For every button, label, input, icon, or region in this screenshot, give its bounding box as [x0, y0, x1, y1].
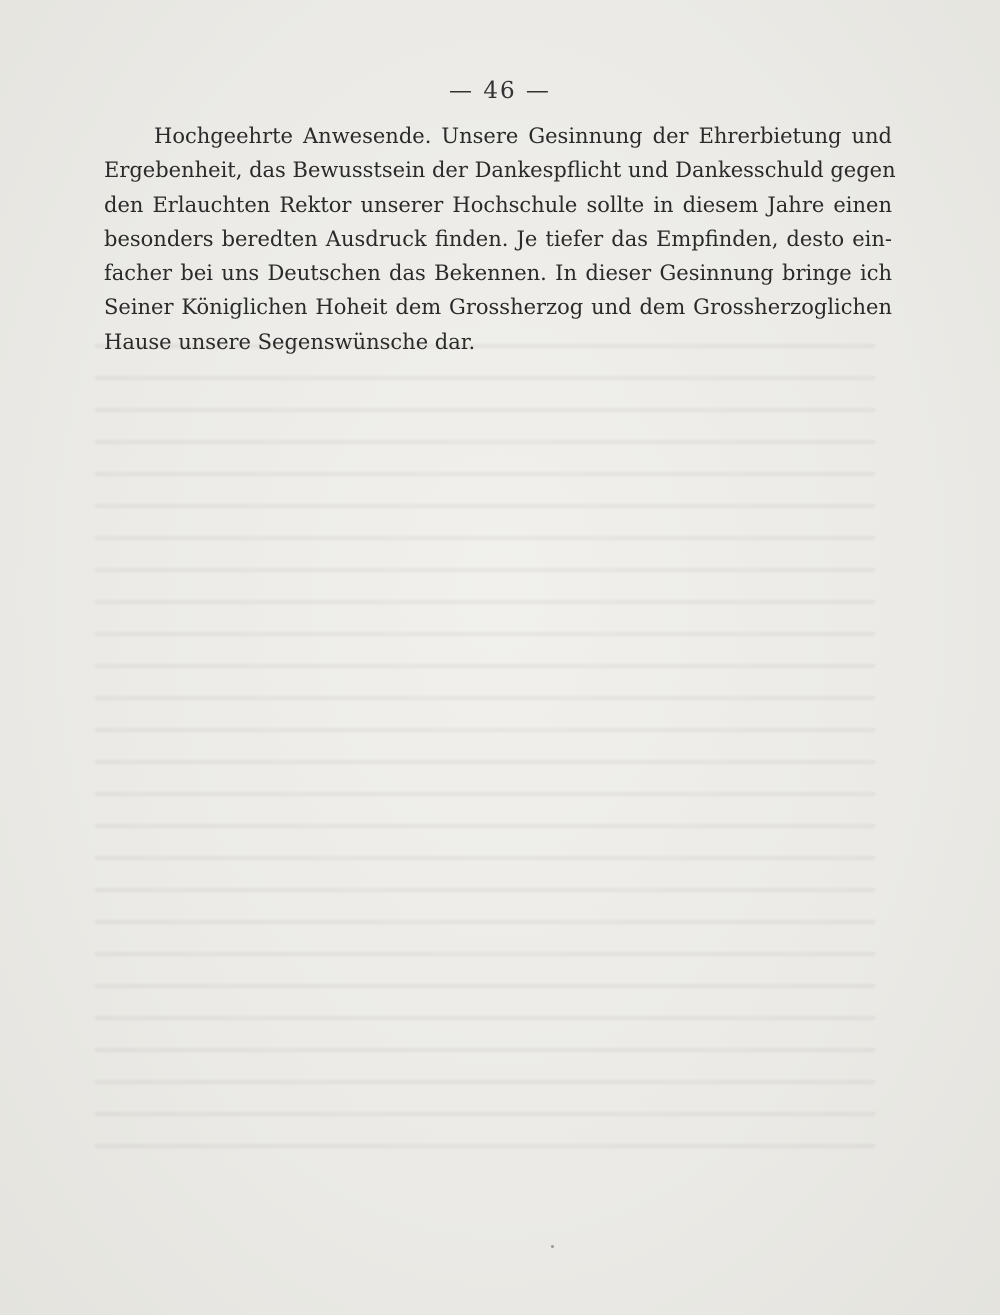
- paragraph-line: den Erlauchten Rektor unserer Hochschule sollte in diesem Jahre einen: [104, 192, 892, 217]
- paragraph-line: facher bei uns Deutschen das Bekennen. In dieser Gesinnung bringe ich: [104, 261, 892, 286]
- paragraph-line: Ergebenheit, das Bewusstsein der Dankespflicht und Dankesschuld gegen: [104, 158, 896, 183]
- paragraph-line: besonders beredten Ausdruck finden. Je tiefer das Empfinden, desto ein-: [104, 226, 892, 251]
- page-number: — 46 —: [449, 78, 551, 104]
- paragraph-line: Hochgeehrte Anwesende. Unsere Gesinnung der Ehrerbietung und: [154, 124, 892, 148]
- paper-speck: [551, 1245, 554, 1248]
- show-through-texture: [95, 330, 875, 1150]
- paragraph-line: Hause unsere Segenswünsche dar.: [104, 329, 476, 354]
- paragraph-line: Seiner Königlichen Hoheit dem Grossherzog und dem Grossherzoglichen: [104, 295, 892, 320]
- closing-paragraph: [104, 119, 896, 359]
